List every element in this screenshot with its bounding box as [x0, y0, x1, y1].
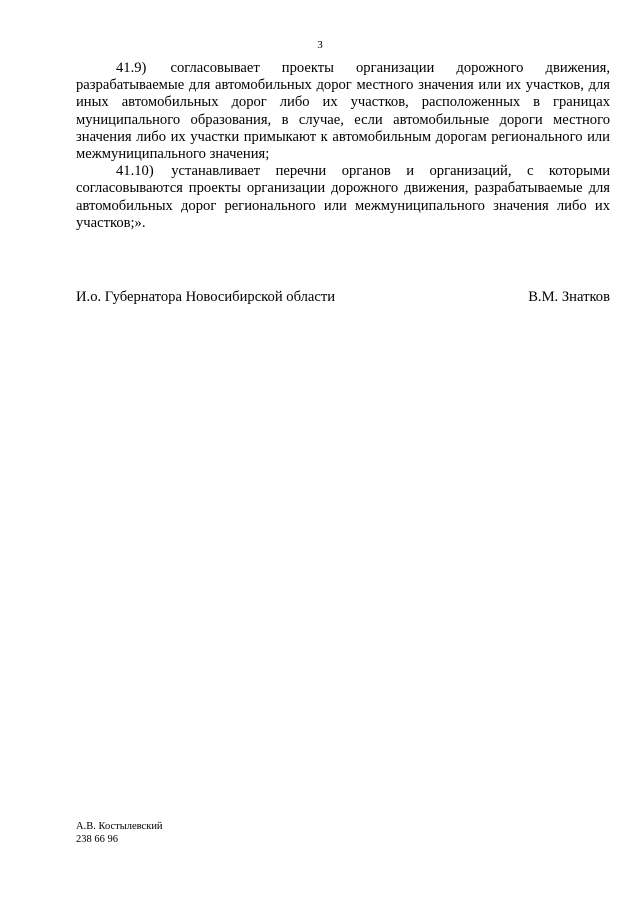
signature-block [76, 288, 610, 306]
paragraph-number: 41.9) [116, 60, 147, 76]
document-body [76, 60, 610, 232]
executor-name: А.В. Костылевский [76, 821, 163, 832]
paragraph-41-9 [76, 60, 610, 163]
page-number: 3 [317, 39, 323, 51]
paragraph-number: 41.10) [116, 163, 154, 180]
paragraph-41-10 [76, 163, 610, 232]
paragraph-text: согласовывает проекты организации дорожного движения, разрабатываемые для автомобильных дорог местного значения или их участков, для иных автомобильных дорог либо их участков, расположенных в границах муниципального образования, в случае, если автомобильные дороги местного значения либо их участки примыкают к автомобильным дорогам регионального или межмуниципального значения; [76, 60, 610, 163]
signatory-position: И.о. Губернатора Новосибирской области [76, 289, 336, 305]
paragraph-text: устанавливает перечни органов и организаций, с которыми согласовываются проекты организации дорожного движения, разрабатываемые для автомобильных дорог регионального или межмуниципального значения либо их участков;». [76, 163, 611, 231]
executor-block [76, 820, 163, 846]
executor-phone: 238 66 96 [76, 834, 118, 845]
signatory-name: В.М. Знатков [528, 289, 610, 305]
